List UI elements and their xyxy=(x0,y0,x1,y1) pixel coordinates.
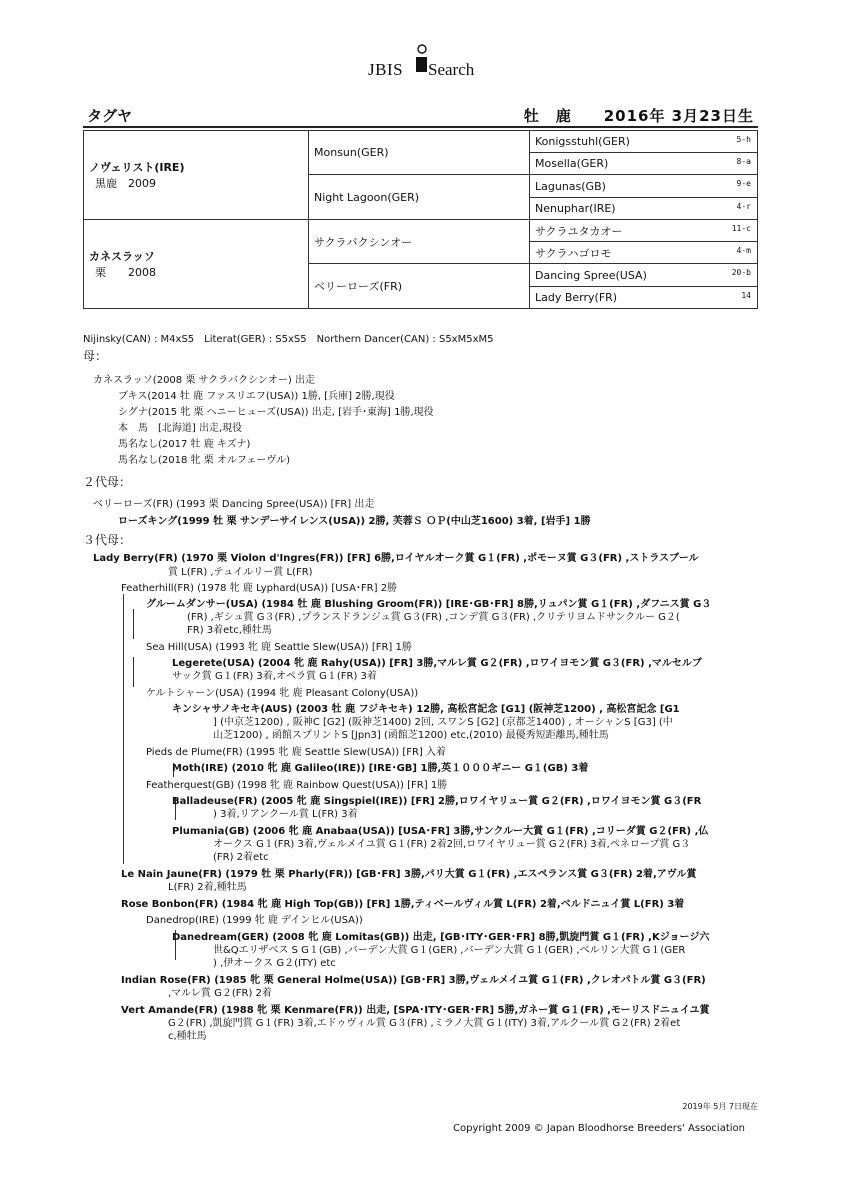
record-line: オークス G１(FR) 3着,ヴェルメイユ賞 G１(FR) 2着2回,ロワイヤリュー賞 G２(FR) 3着,ペネロープ賞 G３ xyxy=(213,839,691,850)
family-code: 8-a xyxy=(736,157,751,166)
record-line: Featherquest(GB) (1998 牝 鹿 Rainbow Quest(USA)) [FR] 1勝 xyxy=(146,780,448,791)
tree-connector xyxy=(133,657,134,687)
record-line: ベリーローズ(FR) (1993 栗 Dancing Spree(USA)) [FR] 出走 xyxy=(93,499,375,510)
pedigree-g3-cell xyxy=(530,153,758,175)
family-code: 11-c xyxy=(731,224,751,233)
record-line: Legerete(USA) (2004 牝 鹿 Rahy(USA)) [FR] 3勝,マルレ賞 G２(FR) ,ロワイヨモン賞 G３(FR) ,マルセルブ xyxy=(172,658,702,669)
record-line: 世&Qエリザベス S G１(GB) ,バーデン大賞 G１(GER) ,バーデン大賞 G１(GER) ,ベルリン大賞 G１(GER xyxy=(213,945,686,956)
record-line: 山芝1200) , 函館スプリントS [Jpn3] (函館芝1200) etc,(2010) 最優秀短距離馬,種牡馬 xyxy=(213,730,609,741)
record-line: Featherhill(FR) (1978 牝 鹿 Lyphard(USA)) [USA･FR] 2勝 xyxy=(121,583,398,594)
g3-name: Mosella(GER) xyxy=(535,157,609,170)
record-line: Rose Bonbon(FR) (1984 牝 鹿 High Top(GB)) [FR] 1勝,ティベールヴィル賞 L(FR) 2着,ベルドニュイ賞 L(FR) 3着 xyxy=(121,899,685,910)
jbis-search-logo xyxy=(368,48,498,82)
sire-name: ノヴェリスト(IRE) xyxy=(89,161,185,174)
copyright: Copyright 2009 © Japan Bloodhorse Breeders' Association xyxy=(453,1123,745,1134)
record-line: 馬名なし(2017 牡 鹿 キズナ) xyxy=(118,439,251,450)
g3-name: Nenuphar(IRE) xyxy=(535,202,616,215)
family-code: 4-r xyxy=(736,202,751,211)
record-line: ,マルレ賞 G２(FR) 2着 xyxy=(168,988,272,999)
pedigree-sire xyxy=(84,131,309,220)
g3-name: サクラハゴロモ xyxy=(535,246,612,260)
g3-name: Lady Berry(FR) xyxy=(535,291,618,304)
record-line: Lady Berry(FR) (1970 栗 Violon d'Ingres(FR)) [FR] 6勝,ロイヤルオーク賞 G１(FR) ,ポモーヌ賞 G３(FR) ,ストラスブール xyxy=(93,553,699,564)
dam-detail: 栗 2008 xyxy=(95,266,156,279)
section-heading: ３代母： xyxy=(83,533,132,547)
record-line: Sea Hill(USA) (1993 牝 鹿 Seattle Slew(USA)) [FR] 1勝 xyxy=(146,642,412,653)
tree-connector xyxy=(133,609,134,639)
family-code: 4-m xyxy=(736,246,751,255)
g3-name: Dancing Spree(USA) xyxy=(535,268,647,282)
record-line: カネスラッソ(2008 栗 サクラバクシンオー) 出走 xyxy=(93,375,315,386)
record-line: c,種牡馬 xyxy=(168,1031,207,1042)
record-line: G２(FR) ,凱旋門賞 G１(FR) 3着,エドゥヴィル賞 G３(FR) ,ミラノ大賞 G１(ITY) 3着,アルクール賞 G２(FR) 2着et xyxy=(168,1018,681,1029)
record-line: 馬名なし(2018 牝 栗 オルフェーヴル) xyxy=(118,455,290,466)
pedigree-g3-cell xyxy=(530,131,758,153)
record-line: 賞 L(FR) ,テュイルリー賞 L(FR) xyxy=(168,567,313,578)
record-line: サック賞 G１(FR) 3着,オペラ賞 G１(FR) 3着 xyxy=(172,671,377,682)
logo-text-search: Search xyxy=(428,60,475,79)
record-line: ブキス(2014 牡 鹿 ファスリエフ(USA)) 1勝, [兵庫] 2勝,現役 xyxy=(118,391,395,402)
as-of-date: 2019年 5月 7日現在 xyxy=(682,1102,758,1111)
pedigree-g3-cell xyxy=(530,264,758,287)
record-line: Indian Rose(FR) (1985 牝 栗 General Holme(USA)) [GB･FR] 3勝,ヴェルメイユ賞 G１(FR) ,クレオパトル賞 G３(FR) xyxy=(121,975,706,986)
record-line: ) 3着,リアンクール賞 L(FR) 3着 xyxy=(213,809,358,820)
record-line: ローズキング(1999 牡 栗 サンデーサイレンス(USA)) 2勝, 芙蓉Ｓ ＯＰ(中山芝1600) 3着, [岩手] 1勝 xyxy=(118,516,591,527)
g3-name: サクラユタカオー xyxy=(535,224,623,238)
record-line: ) ,伊オークス G２(ITY) etc xyxy=(213,958,336,969)
pedigree-table xyxy=(83,130,758,309)
sire-detail: 黒鹿 2009 xyxy=(95,177,156,190)
record-line: グルームダンサー(USA) (1984 牡 鹿 Blushing Groom(FR)) [IRE･GB･FR] 8勝,リュパン賞 G１(FR) ,ダフニス賞 G３ xyxy=(146,599,712,610)
record-line: Danedream(GER) (2008 牝 鹿 Lomitas(GB)) 出走, [GB･ITY･GER･FR] 8勝,凱旋門賞 G１(FR) ,Kジョージ六 xyxy=(172,932,710,943)
pedigree-g3-cell xyxy=(530,220,758,242)
record-line: Balladeuse(FR) (2005 牝 鹿 Singspiel(IRE)) [FR] 2勝,ロワイヤリュー賞 G２(FR) ,ロワイヨモン賞 G３(FR xyxy=(172,796,702,807)
family-code: 9-e xyxy=(736,179,751,188)
record-line: Pieds de Plume(FR) (1995 牝 鹿 Seattle Slew(USA)) [FR] 入着 xyxy=(146,747,447,758)
inbreeding-crosses: Nijinsky(CAN) : M4xS5 Literat(GER) : S5xS5 Northern Dancer(CAN) : S5xM5xM5 xyxy=(83,334,494,345)
horse-rider-icon xyxy=(413,44,429,74)
record-line: シグナ(2015 牝 栗 ヘニーヒューズ(USA)) 出走, [岩手･東海] 1勝,現役 xyxy=(118,407,434,418)
family-code: 14 xyxy=(741,291,751,300)
record-line: Moth(IRE) (2010 牝 鹿 Galileo(IRE)) [IRE･GB] 1勝,英１０００ギニー G１(GB) 3着 xyxy=(172,763,589,774)
pedigree-dam xyxy=(84,220,309,309)
g3-name: Konigsstuhl(GER) xyxy=(535,135,630,148)
record-line: ] (中京芝1200) , 阪神C [G2] (阪神芝1400) 2回, スワンS [G2] (京都芝1400) , オーシャンS [G3] (中 xyxy=(213,717,673,728)
pedigree-g2-cell: サクラバクシンオー xyxy=(309,220,530,264)
record-line: Danedrop(IRE) (1999 牝 鹿 デインヒル(USA)) xyxy=(146,915,363,926)
family-code: 5-h xyxy=(736,135,751,144)
record-line: (FR) ,ギシュ賞 G３(FR) ,プランスドランジュ賞 G３(FR) ,コンデ賞 G３(FR) ,クリテリヨムドサンクルー G２( xyxy=(187,612,680,623)
pedigree-g3-cell xyxy=(530,287,758,309)
g3-name: Lagunas(GB) xyxy=(535,179,606,193)
tree-connector xyxy=(123,594,124,864)
pedigree-g3-cell xyxy=(530,175,758,198)
horse-name: タグヤ xyxy=(87,107,133,125)
pedigree-g2-cell: Night Lagoon(GER) xyxy=(309,175,530,220)
pedigree-g3-cell xyxy=(530,198,758,220)
record-line: (FR) 2着etc xyxy=(213,852,269,863)
section-heading: 母： xyxy=(83,349,108,363)
pedigree-g2-cell: Monsun(GER) xyxy=(309,131,530,175)
record-line: Plumania(GB) (2006 牝 鹿 Anabaa(USA)) [USA･FR] 3勝,サンクルー大賞 G１(FR) ,コリーダ賞 G２(FR) ,仏 xyxy=(172,826,709,837)
record-line: キンシャサノキセキ(AUS) (2003 牡 鹿 フジキセキ) 12勝, 高松宮記念 [G1] (阪神芝1200) , 高松宮記念 [G1 xyxy=(172,704,680,715)
record-line: Le Nain Jaune(FR) (1979 牡 栗 Pharly(FR)) [GB･FR] 3勝,パリ大賞 G１(FR) ,エスペランス賞 G３(FR) 2着,アヴル賞 xyxy=(121,869,697,880)
pedigree-g2-cell: ベリーローズ(FR) xyxy=(309,264,530,309)
record-line: L(FR) 2着,種牡馬 xyxy=(168,882,247,893)
family-code: 20-b xyxy=(731,268,751,277)
record-line: 本 馬 [北海道] 出走,現役 xyxy=(118,423,243,434)
section-heading: ２代母： xyxy=(83,475,132,489)
record-line: Vert Amande(FR) (1988 牝 栗 Kenmare(FR)) 出走, [SPA･ITY･GER･FR] 5勝,ガネー賞 G１(FR) ,モーリスドニュイユ賞 xyxy=(121,1005,710,1016)
horse-info: 牡 鹿 2016年 3月23日生 xyxy=(523,107,754,125)
dam-name: カネスラッソ xyxy=(89,250,155,263)
header-divider xyxy=(83,126,758,128)
record-line: FR) 3着etc,種牡馬 xyxy=(187,625,272,636)
record-line: ケルトシャーン(USA) (1994 牝 鹿 Pleasant Colony(USA)) xyxy=(146,688,419,699)
pedigree-g3-cell xyxy=(530,242,758,264)
logo-text-jbis: JBIS xyxy=(368,60,404,79)
